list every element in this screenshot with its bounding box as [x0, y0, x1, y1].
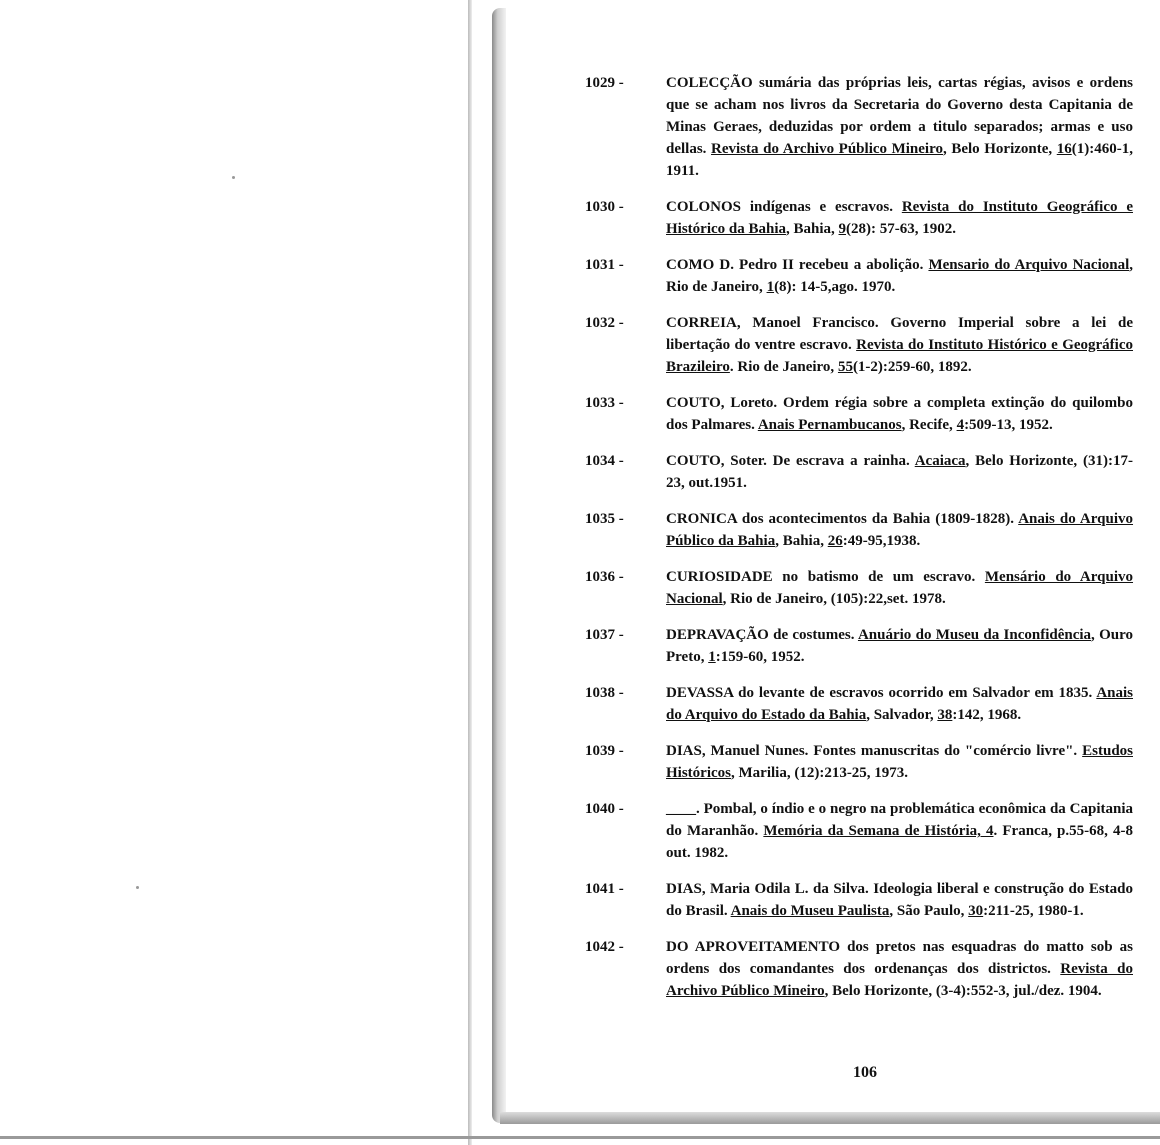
bibliography-entry: [585, 508, 1133, 552]
bibliography-page: [585, 72, 1133, 1016]
journal-title: Memória da Semana de História, 4: [763, 823, 994, 839]
bibliography-entry: [585, 392, 1133, 436]
entry-number: 1034 -: [585, 453, 624, 469]
journal-title: Anais Pernambucanos: [757, 417, 902, 433]
scan-bottom-edge: [0, 1136, 1160, 1139]
journal-title: Revista do Instituto Histórico e Geográfico Brazileiro: [666, 337, 1133, 375]
volume-number: 1: [766, 279, 775, 295]
entry-text: DIAS, Maria Odila L. da Silva. Ideologia liberal e construção do Estado do Brasil. Anais do Museu Paulista, São Paulo, 30:211-25, 1980-1.: [666, 881, 1133, 919]
page-bottom-shadow: [500, 1112, 1160, 1124]
entry-number: 1037 -: [585, 627, 624, 643]
entry-number: 1029 -: [585, 75, 624, 91]
bibliography-entry: [585, 682, 1133, 726]
bibliography-entry: [585, 72, 1133, 182]
journal-title: Mensario do Arquivo Nacional: [928, 257, 1130, 273]
entry-number: 1033 -: [585, 395, 624, 411]
entry-text: DEVASSA do levante de escravos ocorrido em Salvador em 1835. Anais do Arquivo do Estado da Bahia, Salvador, 38:142, 1968.: [666, 685, 1133, 723]
bibliography-entry: [585, 312, 1133, 378]
entry-number: 1031 -: [585, 257, 624, 273]
left-page-gutter: [468, 0, 472, 1145]
volume-number: 1: [708, 649, 716, 665]
entry-text: CRONICA dos acontecimentos da Bahia (1809-1828). Anais do Arquivo Público da Bahia, Bahia, 26:49-95,1938.: [666, 511, 1134, 549]
volume-number: 4: [956, 417, 965, 433]
scan-speck: [136, 886, 139, 889]
bibliography-entry: [585, 566, 1133, 610]
entry-number: 1038 -: [585, 685, 624, 701]
entry-text: COLECÇÃO sumária das próprias leis, cartas régias, avisos e ordens que se acham nos livros da Secretaria do Governo desta Capitania de Minas Geraes, deduzidas por ordem a titulo separados; armas e uso dellas. Revista do Archivo Público Mineiro, Belo Horizonte, 16(1):460-1, 1911.: [666, 75, 1133, 179]
bibliography-entry: [585, 254, 1133, 298]
volume-number: 26: [827, 533, 843, 549]
entry-text: ____. Pombal, o índio e o negro na problemática econômica da Capitania do Maranhão. Memória da Semana de História, 4. Franca, p.55-68, 4-8 out. 1982.: [666, 801, 1134, 861]
journal-title: Revista do Archivo Público Mineiro: [666, 961, 1133, 999]
entry-text: DIAS, Manuel Nunes. Fontes manuscritas do "comércio livre". Estudos Históricos, Marilia, (12):213-25, 1973.: [666, 743, 1133, 781]
entry-number: 1030 -: [585, 199, 624, 215]
bibliography-entry: [585, 878, 1133, 922]
book-spine-shadow: [492, 8, 506, 1123]
journal-title: Revista do Archivo Público Mineiro: [711, 141, 943, 157]
volume-number: 38: [937, 707, 953, 723]
scan-speck: [232, 176, 235, 179]
entry-text: COMO D. Pedro II recebeu a abolição. Mensario do Arquivo Nacional, Rio de Janeiro, 1(8): 14-5,ago. 1970.: [666, 257, 1134, 295]
volume-number: 16: [1056, 141, 1072, 157]
entry-number: 1032 -: [585, 315, 624, 331]
entry-number: 1042 -: [585, 939, 624, 955]
bibliography-entry: [585, 798, 1133, 864]
bibliography-entry: [585, 450, 1133, 494]
entry-text: COLONOS indígenas e escravos. Revista do Instituto Geográfico e Histórico da Bahia, Bahia, 9(28): 57-63, 1902.: [666, 199, 1133, 237]
volume-number: 55: [837, 359, 853, 375]
entry-text: DO APROVEITAMENTO dos pretos nas esquadras do matto sob as ordens dos comandantes dos ordenanças dos districtos. Revista do Archivo Público Mineiro, Belo Horizonte, (3-4):552-3, jul./dez. 1904.: [666, 939, 1133, 999]
journal-title: Revista do Instituto Geográfico e Histórico da Bahia: [666, 199, 1133, 237]
volume-number: 9: [838, 221, 847, 237]
entry-number: 1035 -: [585, 511, 624, 527]
journal-title: Mensário do Arquivo Nacional: [666, 569, 1134, 607]
journal-title: Anais do Museu Paulista: [730, 903, 890, 919]
bibliography-entry: [585, 624, 1133, 668]
page-number: 106: [853, 1064, 877, 1081]
entry-text: DEPRAVAÇÃO de costumes. Anuário do Museu da Inconfidência, Ouro Preto, 1:159-60, 1952.: [666, 627, 1133, 665]
entry-number: 1041 -: [585, 881, 624, 897]
journal-title: Anuário do Museu da Inconfidência: [857, 627, 1092, 643]
volume-number: 30: [968, 903, 984, 919]
journal-title: Anais do Arquivo Público da Bahia: [666, 511, 1134, 549]
entry-text: COUTO, Loreto. Ordem régia sobre a completa extinção do quilombo dos Palmares. Anais Pernambucanos, Recife, 4:509-13, 1952.: [666, 395, 1133, 433]
entry-number: 1036 -: [585, 569, 624, 585]
entry-number: 1039 -: [585, 743, 624, 759]
entry-text: COUTO, Soter. De escrava a rainha. Acaiaca, Belo Horizonte, (31):17-23, out.1951.: [666, 453, 1133, 491]
journal-title: Estudos Históricos: [666, 743, 1133, 781]
bibliography-entry: [585, 936, 1133, 1002]
entry-number: 1040 -: [585, 801, 624, 817]
bibliography-entry: [585, 196, 1133, 240]
journal-title: Acaiaca: [914, 453, 966, 469]
bibliography-entry: [585, 740, 1133, 784]
entry-text: CORREIA, Manoel Francisco. Governo Imperial sobre a lei de libertação do ventre escravo. Revista do Instituto Histórico e Geográfico Brazileiro. Rio de Janeiro, 55(1-2):259-60, 1892.: [666, 315, 1133, 375]
entry-text: CURIOSIDADE no batismo de um escravo. Mensário do Arquivo Nacional, Rio de Janeiro, (105):22,set. 1978.: [666, 569, 1134, 607]
journal-title: Anais do Arquivo do Estado da Bahia: [666, 685, 1133, 723]
